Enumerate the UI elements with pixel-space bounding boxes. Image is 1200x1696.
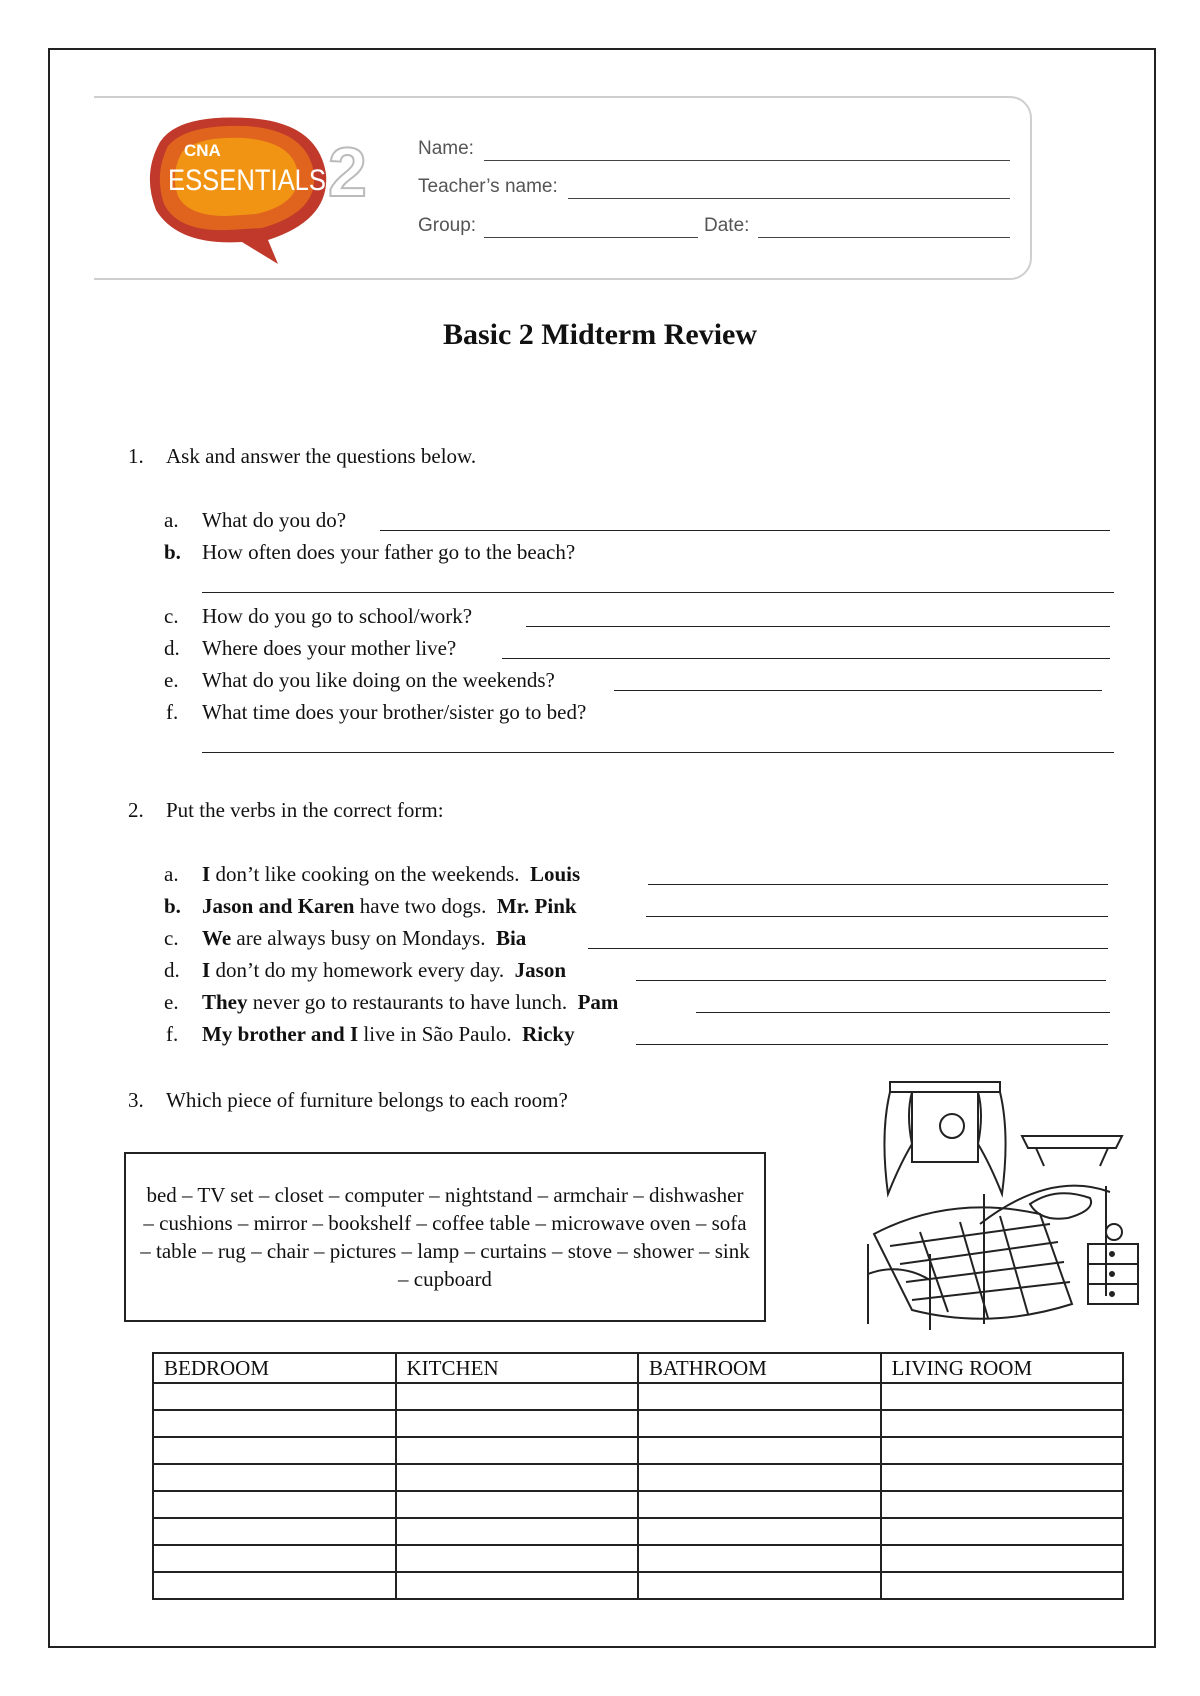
s2-letter: f. bbox=[166, 1022, 179, 1046]
s2-answer-line[interactable] bbox=[636, 980, 1106, 981]
s2-sentence bbox=[202, 926, 526, 951]
table-cell[interactable] bbox=[881, 1572, 1123, 1599]
s2-subject: Jason and Karen bbox=[202, 894, 355, 918]
table-row bbox=[153, 1383, 1123, 1410]
s1-question: How do you go to school/work? bbox=[202, 604, 473, 628]
table-cell[interactable] bbox=[396, 1545, 638, 1572]
s2-sentence bbox=[202, 1022, 575, 1047]
s1-question: What do you do? bbox=[202, 508, 347, 532]
s1-answer-line[interactable] bbox=[380, 530, 1110, 531]
s2-cue: Louis bbox=[530, 862, 581, 886]
table-row bbox=[153, 1437, 1123, 1464]
s2-subject: I bbox=[202, 862, 211, 886]
group-label: Group: bbox=[418, 215, 477, 236]
table-cell[interactable] bbox=[638, 1464, 881, 1491]
table-cell[interactable] bbox=[881, 1410, 1123, 1437]
section3-number: 3. bbox=[128, 1088, 144, 1112]
s1-letter: c. bbox=[164, 604, 179, 628]
kitchen-column-header: KITCHEN bbox=[396, 1353, 638, 1383]
table-row bbox=[153, 1410, 1123, 1437]
table-cell[interactable] bbox=[638, 1518, 881, 1545]
table-cell[interactable] bbox=[638, 1491, 881, 1518]
s2-cue: Pam bbox=[577, 990, 619, 1014]
table-cell[interactable] bbox=[153, 1383, 396, 1410]
s2-subject: They bbox=[202, 990, 248, 1014]
name-field[interactable] bbox=[484, 160, 1010, 161]
s2-sentence-rest: are always busy on Mondays. bbox=[231, 926, 486, 950]
cna-essentials-logo bbox=[138, 112, 398, 267]
s2-answer-line[interactable] bbox=[648, 884, 1108, 885]
table-cell[interactable] bbox=[881, 1518, 1123, 1545]
living-room-column-header: LIVING ROOM bbox=[881, 1353, 1123, 1383]
table-cell[interactable] bbox=[396, 1464, 638, 1491]
table-cell[interactable] bbox=[881, 1437, 1123, 1464]
s1-letter: f. bbox=[166, 700, 179, 724]
bathroom-column-header: BATHROOM bbox=[638, 1353, 881, 1383]
s1-question: How often does your father go to the beach? bbox=[202, 540, 576, 564]
s1-question: What time does your brother/sister go to bed? bbox=[202, 700, 587, 724]
s2-sentence-rest: don’t do my homework every day. bbox=[210, 958, 505, 982]
s2-sentence bbox=[202, 990, 618, 1015]
s2-subject: We bbox=[202, 926, 232, 950]
table-cell[interactable] bbox=[638, 1545, 881, 1572]
table-cell[interactable] bbox=[638, 1572, 881, 1599]
s2-answer-line[interactable] bbox=[588, 948, 1108, 949]
table-row bbox=[153, 1545, 1123, 1572]
s2-sentence-rest: live in São Paulo. bbox=[358, 1022, 512, 1046]
s2-cue: Jason bbox=[514, 958, 566, 982]
table-cell[interactable] bbox=[153, 1545, 396, 1572]
table-cell[interactable] bbox=[396, 1572, 638, 1599]
table-cell[interactable] bbox=[153, 1464, 396, 1491]
s1-answer-line[interactable] bbox=[202, 752, 1114, 753]
group-field[interactable] bbox=[484, 237, 698, 238]
s1-letter: d. bbox=[164, 636, 180, 660]
s2-cue: Ricky bbox=[522, 1022, 575, 1046]
s2-sentence-rest: never go to restaurants to have lunch. bbox=[247, 990, 568, 1014]
table-cell[interactable] bbox=[396, 1383, 638, 1410]
s1-letter: a. bbox=[164, 508, 179, 532]
table-row bbox=[153, 1491, 1123, 1518]
table-cell[interactable] bbox=[153, 1518, 396, 1545]
table-cell[interactable] bbox=[396, 1491, 638, 1518]
s2-answer-line[interactable] bbox=[646, 916, 1108, 917]
table-cell[interactable] bbox=[153, 1410, 396, 1437]
table-cell[interactable] bbox=[638, 1437, 881, 1464]
s2-letter: e. bbox=[164, 990, 179, 1014]
section1-number: 1. bbox=[128, 444, 144, 468]
table-cell[interactable] bbox=[396, 1518, 638, 1545]
room-furniture-table bbox=[152, 1352, 1124, 1600]
svg-text:2: 2 bbox=[328, 133, 367, 211]
bedroom-column-header: BEDROOM bbox=[153, 1353, 396, 1383]
s2-sentence bbox=[202, 958, 566, 983]
s1-letter: e. bbox=[164, 668, 179, 692]
s2-answer-line[interactable] bbox=[636, 1044, 1108, 1045]
teacher-name-field[interactable] bbox=[568, 198, 1010, 199]
table-cell[interactable] bbox=[881, 1464, 1123, 1491]
table-cell[interactable] bbox=[638, 1383, 881, 1410]
svg-text:CNA: CNA bbox=[184, 141, 221, 160]
s2-answer-line[interactable] bbox=[696, 1012, 1110, 1013]
name-label: Name: bbox=[418, 138, 474, 159]
section2-number: 2. bbox=[128, 798, 144, 822]
table-row bbox=[153, 1572, 1123, 1599]
table-header-row bbox=[153, 1353, 1123, 1383]
s1-question: Where does your mother live? bbox=[202, 636, 457, 660]
s2-subject: I bbox=[202, 958, 211, 982]
s2-sentence bbox=[202, 894, 577, 919]
teacher-name-label: Teacher’s name: bbox=[418, 176, 558, 197]
table-cell[interactable] bbox=[153, 1572, 396, 1599]
table-cell[interactable] bbox=[881, 1545, 1123, 1572]
s1-letter: b. bbox=[164, 540, 181, 564]
s2-letter: c. bbox=[164, 926, 179, 950]
s1-answer-line[interactable] bbox=[502, 658, 1110, 659]
s1-question: What do you like doing on the weekends? bbox=[202, 668, 555, 692]
s2-letter: b. bbox=[164, 894, 181, 918]
s2-sentence-rest: don’t like cooking on the weekends. bbox=[210, 862, 520, 886]
table-row bbox=[153, 1518, 1123, 1545]
s2-cue: Bia bbox=[495, 926, 527, 950]
table-cell[interactable] bbox=[153, 1491, 396, 1518]
s2-sentence-rest: have two dogs. bbox=[354, 894, 487, 918]
s2-sentence bbox=[202, 862, 580, 887]
s2-subject: My brother and I bbox=[202, 1022, 359, 1046]
s1-answer-line[interactable] bbox=[614, 690, 1102, 691]
s2-letter: d. bbox=[164, 958, 180, 982]
table-cell[interactable] bbox=[881, 1491, 1123, 1518]
section2-instruction: Put the verbs in the correct form: bbox=[166, 798, 444, 822]
date-field[interactable] bbox=[758, 237, 1010, 238]
table-cell[interactable] bbox=[153, 1437, 396, 1464]
table-cell[interactable] bbox=[638, 1410, 881, 1437]
s2-cue: Mr. Pink bbox=[496, 894, 577, 918]
bedroom-illustration bbox=[860, 1074, 1144, 1332]
page-title: Basic 2 Midterm Review bbox=[442, 318, 758, 351]
s1-answer-line[interactable] bbox=[526, 626, 1110, 627]
date-label: Date: bbox=[704, 215, 750, 236]
section3-instruction: Which piece of furniture belongs to each room? bbox=[166, 1088, 568, 1112]
table-cell[interactable] bbox=[396, 1437, 638, 1464]
section1-instruction: Ask and answer the questions below. bbox=[166, 444, 477, 468]
s2-letter: a. bbox=[164, 862, 179, 886]
table-row bbox=[153, 1464, 1123, 1491]
table-cell[interactable] bbox=[881, 1383, 1123, 1410]
s1-answer-line[interactable] bbox=[202, 592, 1114, 593]
table-cell[interactable] bbox=[396, 1410, 638, 1437]
furniture-word-box: bed – TV set – closet – computer – nightstand – armchair – dishwasher – cushions – mirror – bookshelf – coffee table – microwave oven – sofa – table – rug – chair – pictures – lamp – curtains – stove – shower – sink – cupboard bbox=[124, 1152, 766, 1322]
svg-text:ESSENTIALS: ESSENTIALS bbox=[168, 164, 326, 197]
